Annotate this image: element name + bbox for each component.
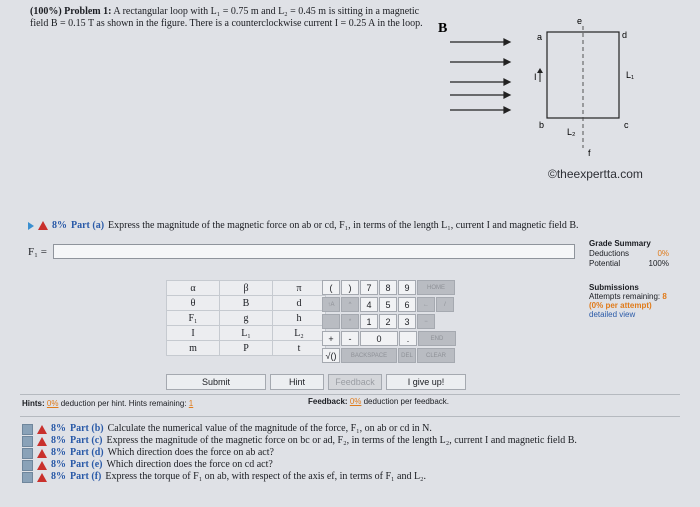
feedback-pct: 0% <box>349 397 362 406</box>
divider-bottom <box>20 416 680 417</box>
symbol-b[interactable]: B <box>220 296 273 311</box>
key-5[interactable]: 5 <box>379 297 397 312</box>
warning-icon <box>38 221 48 230</box>
key-home[interactable]: HOME <box>417 280 455 295</box>
symbol-alpha[interactable]: α <box>167 281 220 296</box>
key-backspace[interactable]: BACKSPACE <box>341 348 397 363</box>
current-label: I <box>534 72 537 82</box>
detailed-view-link[interactable]: detailed view <box>589 310 636 319</box>
part-c-icon <box>22 436 33 447</box>
expand-triangle-icon[interactable] <box>28 222 34 230</box>
symbol-h[interactable]: h <box>273 311 326 326</box>
key-0[interactable]: 0 <box>360 331 398 346</box>
warning-icon <box>37 437 47 446</box>
symbol-p[interactable]: P <box>220 341 273 356</box>
symbol-d[interactable]: d <box>273 296 326 311</box>
problem-heading: (100%) Problem 1: <box>30 6 112 17</box>
symbol-theta[interactable]: θ <box>167 296 220 311</box>
give-up-button[interactable]: I give up! <box>386 374 466 390</box>
answer-label: F₁ = <box>28 245 47 258</box>
warning-icon <box>37 425 47 434</box>
problem-statement <box>30 6 430 30</box>
answer-input[interactable] <box>53 244 575 259</box>
key-2[interactable]: 2 <box>379 314 397 329</box>
answer-row <box>28 244 575 259</box>
key-minus[interactable]: - <box>341 331 359 346</box>
symbol-table <box>166 280 326 356</box>
symbol-pi[interactable]: π <box>273 281 326 296</box>
key-caret[interactable]: ^ <box>341 297 359 312</box>
action-buttons <box>166 374 466 390</box>
feedback-info <box>308 397 449 406</box>
grade-summary-title: Grade Summary <box>589 239 651 248</box>
corner-d: d <box>622 30 628 40</box>
l1-label: L₁ <box>626 70 635 80</box>
deductions-value: 0% <box>657 249 669 258</box>
part-a-percent: 8% <box>52 220 67 231</box>
part-f-row[interactable]: 8% Part (f) Express the torque of F₁ on ab, with respect of the axis ef, in terms of F₁ and L₂. <box>22 471 577 483</box>
hints-remaining: 1 <box>188 399 194 408</box>
key-paren-open[interactable]: ( <box>322 280 340 295</box>
hint-button[interactable]: Hint <box>270 374 324 390</box>
key-8[interactable]: 8 <box>379 280 397 295</box>
corner-a: a <box>537 32 543 42</box>
hints-pct: 0% <box>46 399 59 408</box>
warning-icon <box>37 473 47 482</box>
part-c-row[interactable]: 8% Part (c) Express the magnitude of the magnetic force on bc or ad, F₂, in terms of the length L₂, current I and magnetic field B. <box>22 435 577 447</box>
part-d-row[interactable]: 8% Part (d) Which direction does the force on ab act? <box>22 447 577 459</box>
key-end[interactable]: END <box>418 331 456 346</box>
key-clear[interactable]: CLEAR <box>417 348 455 363</box>
key-del[interactable]: DEL <box>398 348 416 363</box>
part-e-icon <box>22 460 33 471</box>
key-paren-close[interactable]: ) <box>341 280 359 295</box>
parts-list <box>22 423 577 483</box>
part-a-label: Part (a) <box>71 220 105 231</box>
feedback-label: Feedback: <box>308 397 348 406</box>
problem-text: A rectangular loop with L₁ = 0.75 m and L₂ = 0.45 m is sitting in a magnetic field B = 0.15 T as shown in the figure. There is a counterclockwise current I = 0.25 A in the loop. <box>30 6 423 29</box>
per-attempt: (0% per attempt) <box>589 301 652 310</box>
symbol-t[interactable]: t <box>273 341 326 356</box>
key-star[interactable]: * <box>341 314 359 329</box>
key-minus-right[interactable]: − <box>417 314 435 329</box>
part-b-row[interactable]: 8% Part (b) Calculate the numerical value of the magnitude of the force, F₁, on ab or cd in N. <box>22 423 577 435</box>
corner-b: b <box>539 120 545 130</box>
hints-info <box>22 399 193 408</box>
warning-icon <box>37 461 47 470</box>
key-dot[interactable]: . <box>399 331 417 346</box>
part-f-icon <box>22 472 33 483</box>
part-e-row[interactable]: 8% Part (e) Which direction does the force on cd act? <box>22 459 577 471</box>
symbol-g[interactable]: g <box>220 311 273 326</box>
point-e: e <box>577 16 583 26</box>
divider-top <box>20 394 680 395</box>
deductions-label: Deductions <box>589 249 630 258</box>
key-sqrt[interactable]: √() <box>322 348 340 363</box>
key-7[interactable]: 7 <box>360 280 378 295</box>
hints-text: deduction per hint. Hints remaining: <box>60 399 187 408</box>
symbol-l2[interactable]: L₂ <box>273 326 326 341</box>
key-9[interactable]: 9 <box>398 280 416 295</box>
part-a-header <box>28 220 579 231</box>
loop-figure <box>430 10 695 180</box>
key-1[interactable]: 1 <box>360 314 378 329</box>
field-label: B⃗ <box>438 21 459 36</box>
submissions-title: Submissions <box>589 283 639 292</box>
hints-label: Hints: <box>22 399 45 408</box>
keypad <box>322 280 457 365</box>
feedback-button[interactable]: Feedback <box>328 374 382 390</box>
key-4[interactable]: 4 <box>360 297 378 312</box>
copyright-credit: ©theexpertta.com <box>548 167 643 181</box>
potential-value: 100% <box>648 259 669 268</box>
symbol-beta[interactable]: β <box>220 281 273 296</box>
potential-label: Potential <box>589 259 621 268</box>
symbol-i[interactable]: I <box>167 326 220 341</box>
point-f: f <box>588 148 591 158</box>
grade-summary <box>589 239 669 269</box>
submit-button[interactable]: Submit <box>166 374 266 390</box>
part-d-icon <box>22 448 33 459</box>
key-blank-1 <box>322 314 340 329</box>
warning-icon <box>37 449 47 458</box>
submissions-panel <box>589 283 679 319</box>
feedback-text: deduction per feedback. <box>363 397 450 406</box>
symbol-f1[interactable]: F₁ <box>167 311 220 326</box>
key-3[interactable]: 3 <box>398 314 416 329</box>
corner-c: c <box>624 120 629 130</box>
part-a-text: Express the magnitude of the magnetic force on ab or cd, F₁, in terms of the length L₁, current I and magnetic field B. <box>108 220 579 231</box>
attempts-label: Attempts remaining: <box>589 292 661 301</box>
part-b-icon <box>22 424 33 435</box>
symbol-l1[interactable]: L₁ <box>220 326 273 341</box>
key-divide[interactable]: / <box>436 297 454 312</box>
key-left-arrow[interactable]: ← <box>417 297 435 312</box>
key-6[interactable]: 6 <box>398 297 416 312</box>
field-arrows <box>450 39 510 113</box>
symbol-m[interactable]: m <box>167 341 220 356</box>
attempts-value: 8 <box>662 292 667 301</box>
key-up[interactable]: ↑A <box>322 297 340 312</box>
l2-label: L₂ <box>567 127 576 137</box>
key-plus[interactable]: + <box>322 331 340 346</box>
